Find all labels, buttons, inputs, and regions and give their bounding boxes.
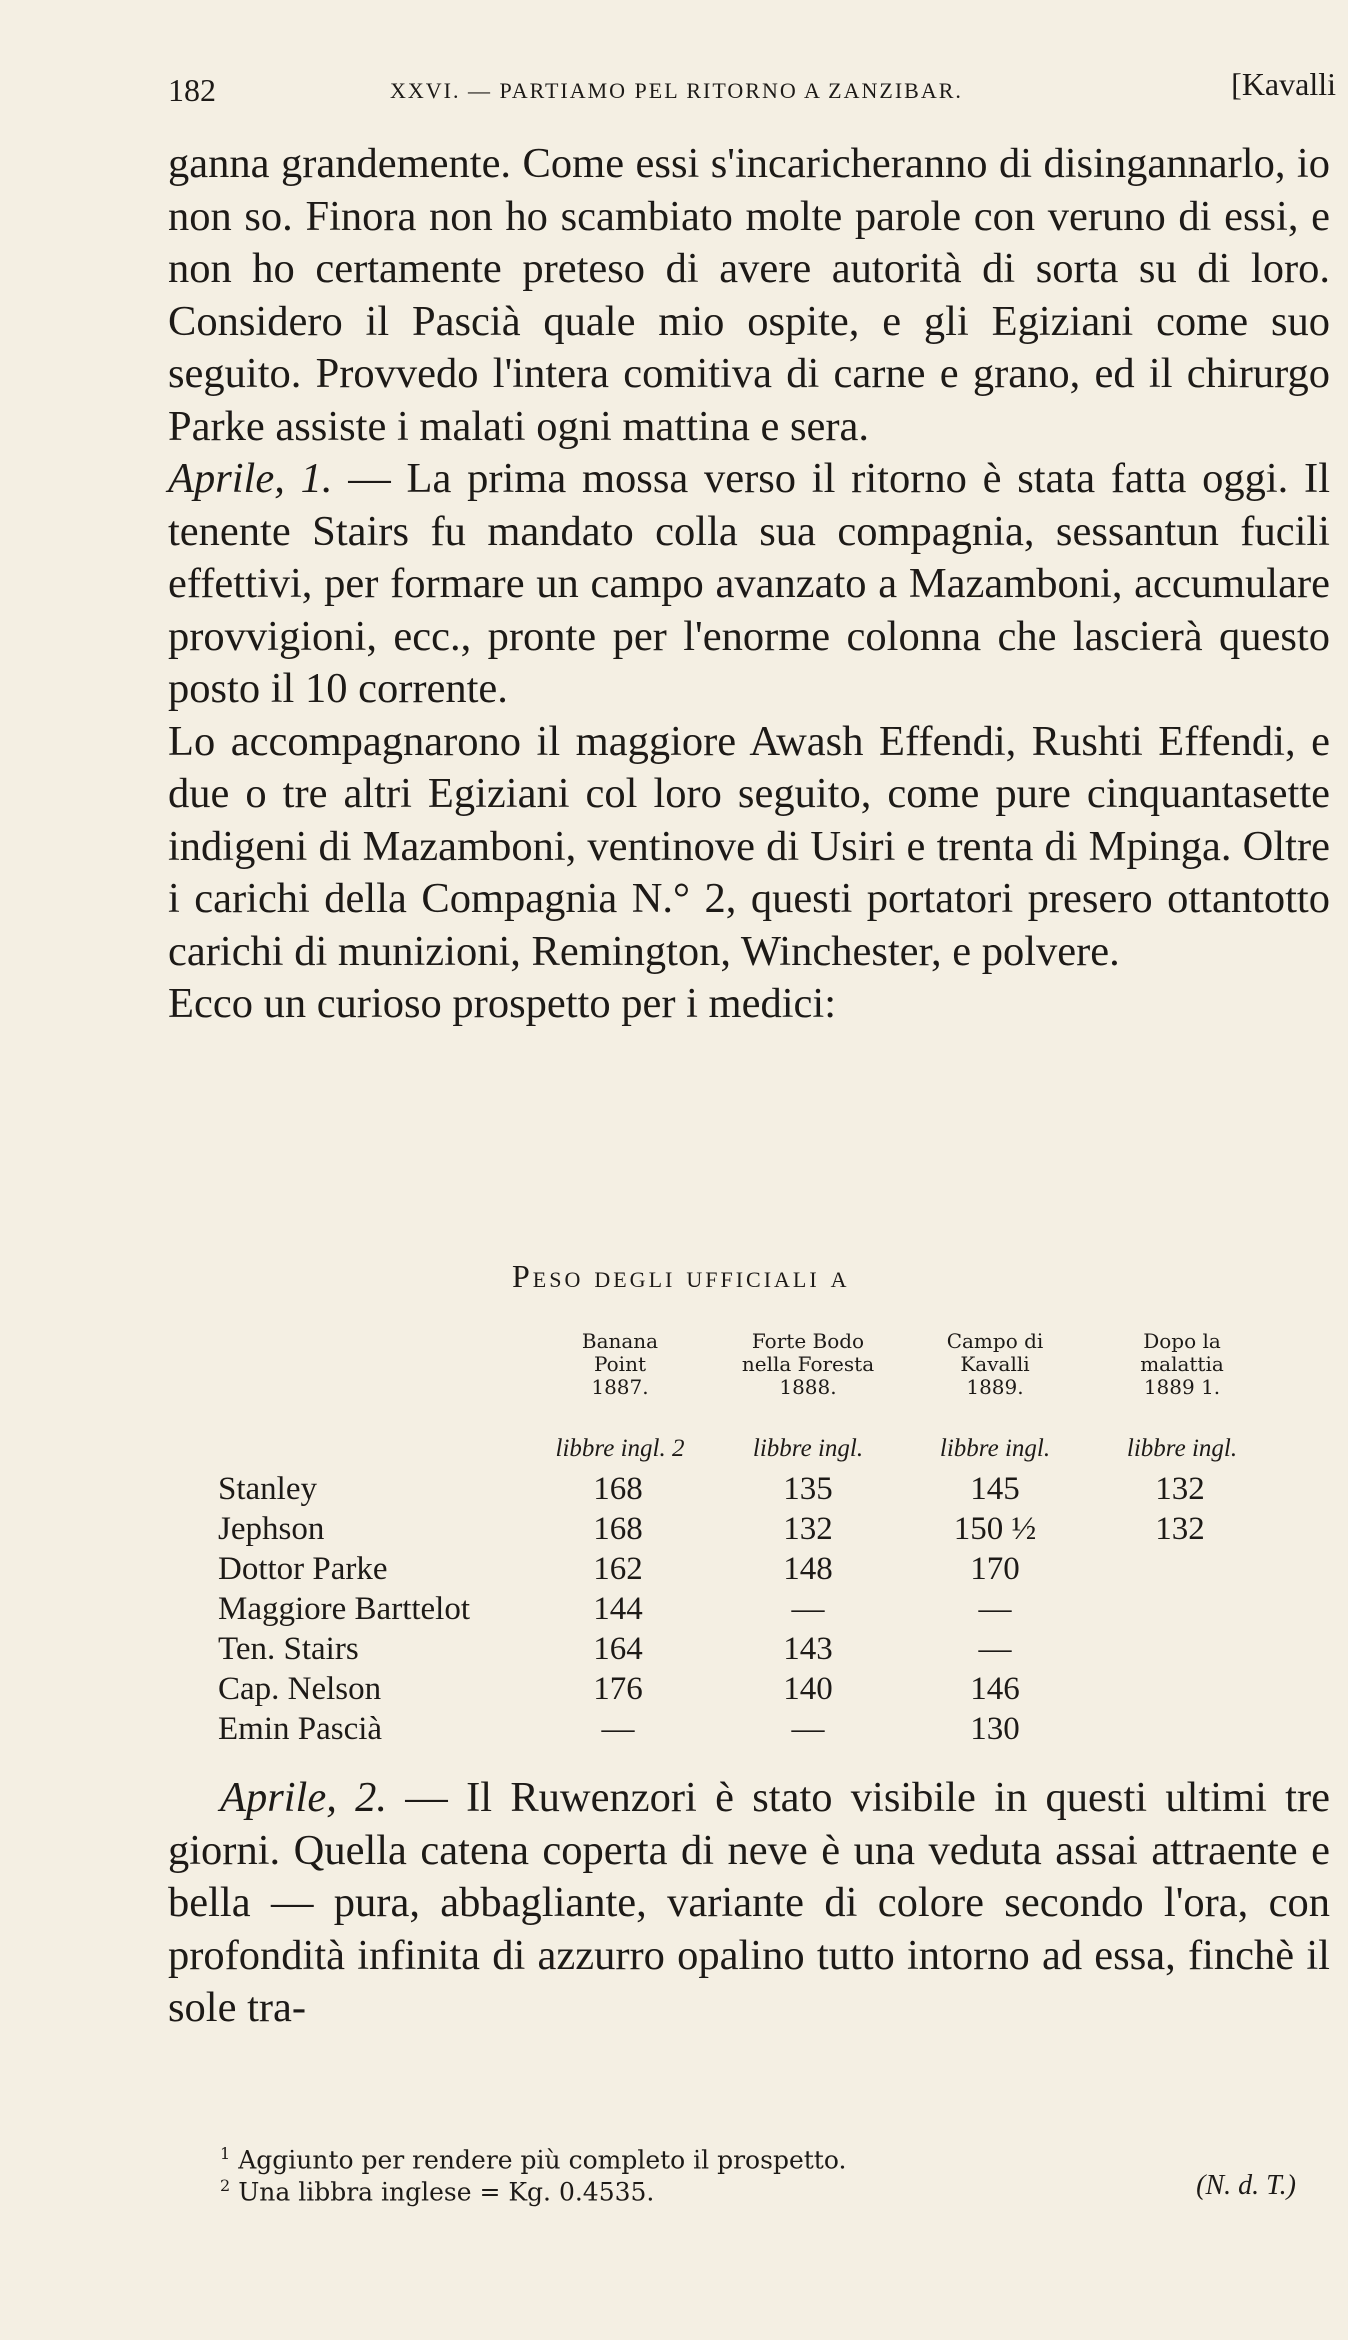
col-head-line: Point — [593, 1352, 646, 1376]
col-head-line: Banana — [581, 1329, 659, 1353]
weight-cell: 145 — [970, 1471, 1020, 1507]
weight-cell: 140 — [783, 1671, 833, 1707]
translator-note: (N. d. T.) — [1196, 2170, 1296, 2201]
weight-cell: 132 — [783, 1511, 833, 1547]
footnote — [220, 2138, 1296, 2175]
paragraph-escort: Lo accompagnarono il maggiore Awash Effendi, Rushti Effendi, e due o tre altri Egiziani col loro seguito, come pure cinquantasette indigeni di Mazamboni, ventinove di Usiri e trenta di Mpinga. Oltre i carichi della Compagnia N.° 2, questi portatori presero ottantotto carichi di munizioni, Remington, Winchester, e polvere. — [168, 717, 1330, 975]
weight-cell: 150 ½ — [953, 1511, 1037, 1547]
col-head-line: malattia — [1140, 1352, 1224, 1376]
unit-label: libbre ingl. 2 — [555, 1435, 685, 1462]
col-head-campo-kavalli — [905, 1330, 1085, 1399]
col-head-dopo-malattia — [1092, 1330, 1272, 1399]
chapter-title: XXVI. — PARTIAMO PEL RITORNO A ZANZIBAR. — [390, 78, 963, 103]
main-text-upper — [168, 138, 1330, 1031]
entry-date: Aprile, 1. — [168, 455, 333, 502]
weight-cell: 168 — [593, 1511, 643, 1547]
paragraph-continued: ganna grandemente. Come essi s'incaricheranno di disingannarlo, io non so. Finora non ho scambiato molte parole con veruno di essi, e non ho certamente preteso di avere autorità di sorta su di loro. Considero il Pascià quale mio ospite, e gli Egiziani come suo seguito. Provvedo l'intera comitiva di carne e grano, ed il chirurgo Parke assiste i malati ogni mattina e sera. — [168, 140, 1330, 450]
unit-label: libbre ingl. — [752, 1435, 864, 1462]
footnote-marker: 2 — [220, 2176, 231, 2195]
table-row — [218, 1672, 1298, 1706]
officer-name: Jephson — [218, 1511, 325, 1547]
table-row — [218, 1472, 1298, 1506]
table-row — [218, 1712, 1298, 1746]
footnotes — [220, 2138, 1296, 2207]
entry-date: Aprile, 2. — [220, 1774, 388, 1821]
officer-name: Dottor Parke — [218, 1551, 388, 1587]
footnote-text: Una libbra inglese = Kg. 0.4535. — [238, 2177, 655, 2207]
table-row — [218, 1512, 1298, 1546]
col-head-line: Campo di — [946, 1329, 1044, 1353]
entry-text: — Il Ruwenzori è stato visibile in questi ultimi tre giorni. Quella catena coperta di neve è una veduta assai attraente e bella — pura, abbagliante, variante di colore secondo l'ora, con profondità infinita di azzurro opalino tutto intorno ad essa, finchè il sole tra- — [168, 1774, 1330, 2031]
weight-cell: 143 — [783, 1631, 833, 1667]
weight-cell: — — [978, 1591, 1012, 1627]
weight-cell: 176 — [593, 1671, 643, 1707]
officer-name: Ten. Stairs — [218, 1631, 359, 1667]
paragraph-prospect: Ecco un curioso prospetto per i medici: — [168, 980, 837, 1027]
table-row — [218, 1592, 1298, 1626]
diary-entry-april-2 — [168, 1772, 1330, 2035]
weight-cell: — — [978, 1631, 1012, 1667]
weight-cell: — — [791, 1591, 825, 1627]
place-heading: [Kavalli — [1231, 66, 1336, 102]
col-head-line: 1887. — [591, 1375, 649, 1399]
unit-label: libbre ingl. — [939, 1435, 1051, 1462]
officer-name: Stanley — [218, 1471, 317, 1507]
col-head-line: Kavalli — [960, 1352, 1030, 1376]
officer-name: Maggiore Barttelot — [218, 1591, 471, 1627]
col-head-banana-point — [530, 1330, 710, 1399]
col-head-forte-bodo — [718, 1330, 898, 1399]
weight-cell: 132 — [1155, 1471, 1205, 1507]
footnote-text: Aggiunto per rendere più completo il prospetto. — [238, 2145, 847, 2175]
weight-cell: 130 — [970, 1711, 1020, 1747]
weight-cell: — — [791, 1711, 825, 1747]
officer-name: Cap. Nelson — [218, 1671, 382, 1707]
main-text-lower — [168, 1772, 1330, 2035]
weight-cell: 148 — [783, 1551, 833, 1587]
col-head-line: Dopo la — [1143, 1329, 1221, 1353]
col-head-line: Forte Bodo — [751, 1329, 865, 1353]
footnote-marker: 1 — [220, 2144, 231, 2163]
footnote — [220, 2170, 1296, 2207]
weight-cell: — — [601, 1711, 635, 1747]
entry-text: — La prima mossa verso il ritorno è stata fatta oggi. Il tenente Stairs fu mandato colla sua compagnia, sessantun fucili effettivi, per formare un campo avanzato a Mazamboni, accumulare provvigioni, ecc., pronte per l'enorme colonna che lascierà questo posto il 10 corrente. — [168, 455, 1331, 712]
diary-entry-april-1 — [168, 453, 1330, 716]
weight-cell: 168 — [593, 1471, 643, 1507]
weight-cell: 170 — [970, 1551, 1020, 1587]
running-header — [168, 66, 1336, 116]
col-head-line: 1889 1. — [1143, 1375, 1221, 1399]
table-row — [218, 1552, 1298, 1586]
weight-cell: 146 — [970, 1671, 1020, 1707]
weight-cell: 162 — [593, 1551, 643, 1587]
col-head-line: nella Foresta — [741, 1352, 875, 1376]
unit-label: libbre ingl. — [1126, 1435, 1238, 1462]
table-row — [218, 1632, 1298, 1666]
weight-cell: 144 — [593, 1591, 643, 1627]
col-head-line: 1889. — [966, 1375, 1024, 1399]
col-head-line: 1888. — [779, 1375, 837, 1399]
weight-cell: 135 — [783, 1471, 833, 1507]
weight-cell: 164 — [593, 1631, 643, 1667]
weight-cell: 132 — [1155, 1511, 1205, 1547]
page-number: 182 — [168, 72, 216, 108]
officer-name: Emin Pascià — [218, 1711, 383, 1747]
table-title: Peso degli ufficiali a — [512, 1258, 850, 1294]
